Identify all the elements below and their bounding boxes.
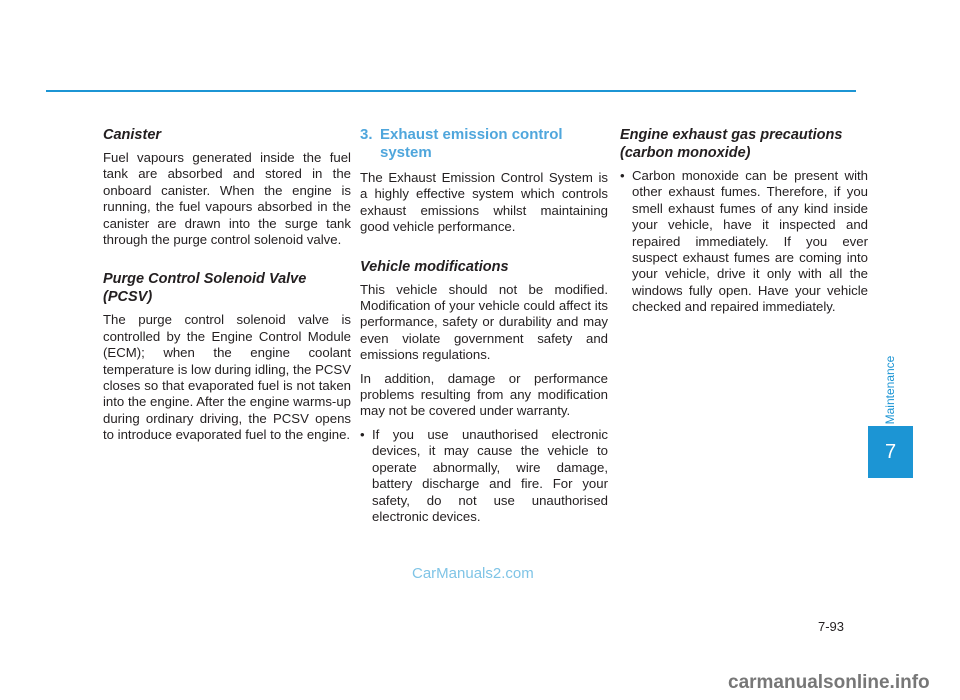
watermark-top: CarManuals2.com [412,565,534,582]
mods-text-1: This vehicle should not be modified. Modification of your vehicle could affect its performance, safety or durability and may even violate government safety and emissions regulations. [360,281,608,363]
bullet-text: If you use unauthorised electronic devices, it may cause the vehicle to operate abnormally, wire damage, battery discharge and fire. For your safety, do not use unauthorised electronic devices. [372,426,608,524]
pcsv-heading-line2: (PCSV) [103,289,153,306]
column-3 [620,126,868,322]
precautions-bullet-list [620,168,868,316]
section-heading [360,126,608,162]
pcsv-text: The purge control solenoid valve is controlled by the Engine Control Module (ECM); when the engine coolant temperature is low during idling, the PCSV closes so that evaporated fuel is not taken into the engine. After the engine warms-up during ordinary driving, the PCSV opens to introduce evaporated fuel to the engine. [103,312,351,443]
bullet-icon: • [360,426,365,442]
canister-text: Fuel vapours generated inside the fuel tank are absorbed and stored in the onboard canister. When the engine is running, the fuel vapours absorbed in the canister are drawn into the surge tank through the purge control solenoid valve. [103,150,351,248]
pcsv-heading-line1: Purge Control Solenoid Valve [103,271,307,288]
mods-bullet-list [360,427,608,525]
watermark-bottom: carmanualsonline.info [728,672,930,693]
intro-text: The Exhaust Emission Control System is a highly effective system which controls exhaust emissions whilst maintaining good vehicle performance. [360,170,608,235]
pcsv-heading [103,270,351,306]
heading-line1: Engine exhaust gas precautions [620,127,843,143]
bullet-icon: • [620,168,625,183]
chapter-tab: 7 [868,426,913,478]
section-title-line2: system [380,144,432,161]
canister-heading: Canister [103,127,162,143]
top-rule [46,90,856,92]
column-2 [360,126,608,531]
chapter-side-label: Maintenance [883,355,897,425]
list-item [360,427,608,525]
heading-line2: (carbon monoxide) [620,145,751,161]
page-number: 7-93 [818,619,845,634]
vehicle-mods-heading: Vehicle modifications [360,258,509,275]
bullet-text: Carbon monoxide can be present with other exhaust fumes. Therefore, if you smell exhaust fumes of any kind inside your vehicle, have it inspected and repaired immediately. If you ever suspect exhaust fumes are coming into your vehicle, drive it only with all the windows fully open. Have your vehicle checked and repaired immediately. [632,168,868,315]
column-1 [103,126,351,451]
list-item [620,168,868,316]
section-number: 3. [360,126,373,143]
mods-text-2: In addition, damage or performance problems resulting from any modification may not be covered under warranty. [360,370,608,419]
exhaust-precautions-heading [620,126,868,162]
section-title-line1: Exhaust emission control [380,126,563,143]
